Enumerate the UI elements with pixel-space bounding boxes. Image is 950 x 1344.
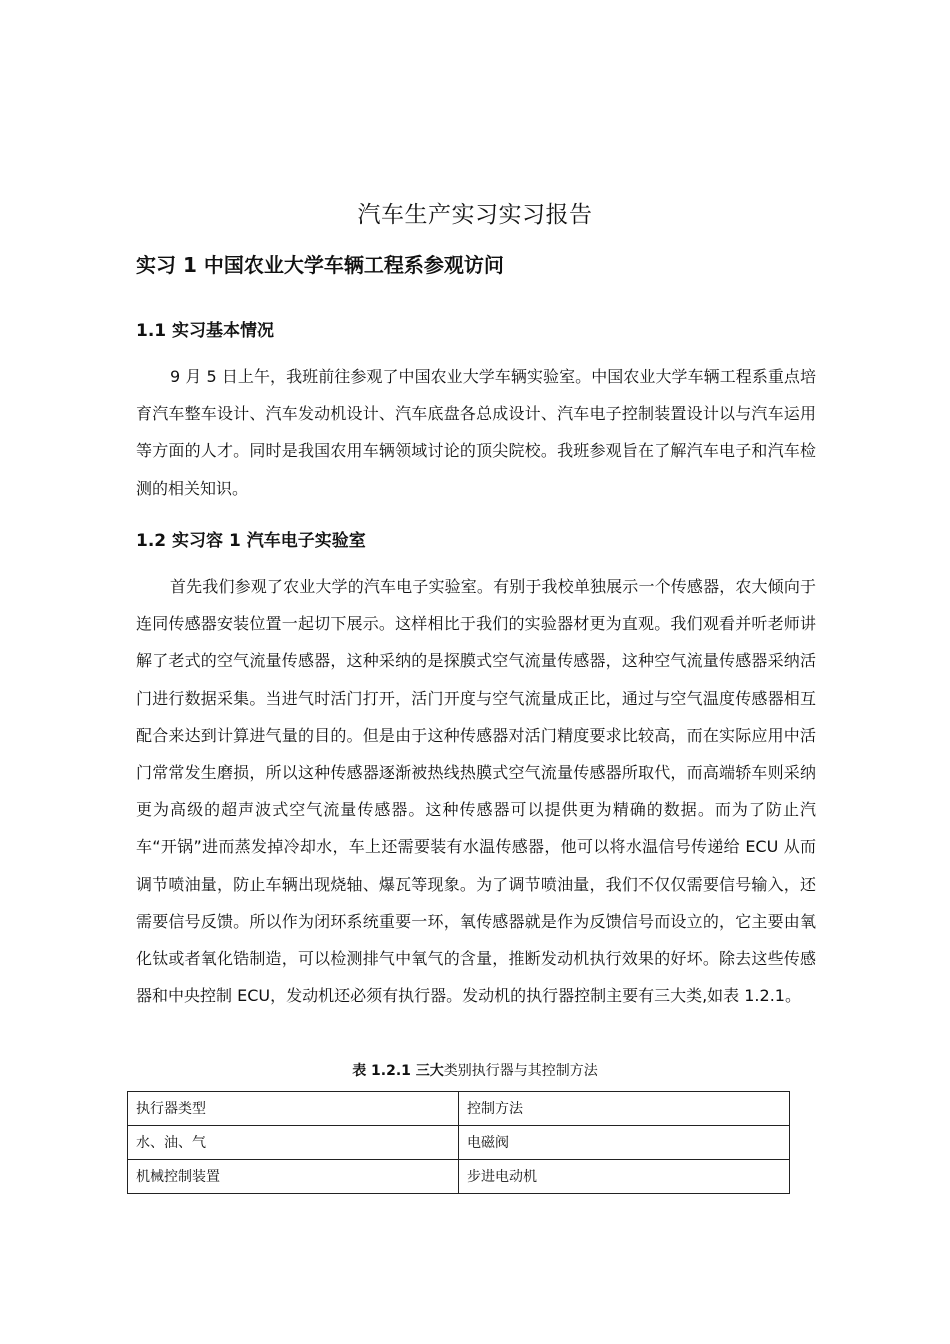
section-heading-1-1: 1.1 实习基本情况 <box>136 321 275 341</box>
section-paragraph-1-2: 首先我们参观了农业大学的汽车电子实验室。有别于我校单独展示一个传感器，农大倾向于连同传感器安装位置一起切下展示。这样相比于我们的实验器材更为直观。我们观看并听老师讲解了老式的空气流量传感器，这种采纳的是探膜式空气流量传感器，这种空气流量传感器采纳活门进行数据采集。当进气时活门打开，活门开度与空气流量成正比，通过与空气温度传感器相互配合来达到计算进气量的目的。但是由于这种传感器对活门精度要求比较高，而在实际应用中活门常常发生磨损，所以这种传感器逐渐被热线热膜式空气流量传感器所取代，而高端轿车则采纳更为高级的超声波式空气流量传感器。这种传感器可以提供更为精确的数据。而为了防止汽车“开锅”进而蒸发掉冷却水，车上还需要装有水温传感器，他可以将水温信号传递给 ECU 从而调节喷油量，防止车辆出现烧轴、爆瓦等现象。为了调节喷油量，我们不仅仅需要信号输入，还需要信号反馈。所以作为闭环系统重要一环，氧传感器就是作为反馈信号而设立的，它主要由氧化钛或者氧化锆制造，可以检测排气中氧气的含量，推断发动机执行效果的好坏。除去这些传感器和中央控制 ECU，发动机还必须有执行器。发动机的执行器控制主要有三大类,如表 1.2.1。 <box>136 577 816 1006</box>
table-cell: 执行器类型 <box>128 1092 459 1126</box>
document-title: 汽车生产实习实习报告 <box>357 202 593 228</box>
section-heading-1-2: 1.2 实习容 1 汽车电子实验室 <box>136 531 366 551</box>
table-row <box>128 1126 790 1160</box>
table-caption-number: 表 1.2.1 三大 <box>352 1063 444 1079</box>
table-row <box>128 1092 790 1126</box>
table-caption <box>0 1060 950 1080</box>
table-row <box>128 1160 790 1194</box>
table-caption-text: 类别执行器与其控制方法 <box>443 1063 598 1079</box>
chapter-heading: 实习 1 中国农业大学车辆工程系参观访问 <box>136 253 504 277</box>
table-cell: 电磁阀 <box>459 1126 790 1160</box>
table-cell: 步进电动机 <box>459 1160 790 1194</box>
actuator-table <box>127 1091 790 1194</box>
table-cell: 控制方法 <box>459 1092 790 1126</box>
section-paragraph-1-1: 9 月 5 日上午，我班前往参观了中国农业大学车辆实验室。中国农业大学车辆工程系重点培育汽车整车设计、汽车发动机设计、汽车底盘各总成设计、汽车电子控制装置设计以与汽车运用等方面的人才。同时是我国农用车辆领域讨论的顶尖院校。我班参观旨在了解汽车电子和汽车检测的相关知识。 <box>136 367 816 498</box>
table-cell: 水、油、气 <box>128 1126 459 1160</box>
table-cell: 机械控制装置 <box>128 1160 459 1194</box>
